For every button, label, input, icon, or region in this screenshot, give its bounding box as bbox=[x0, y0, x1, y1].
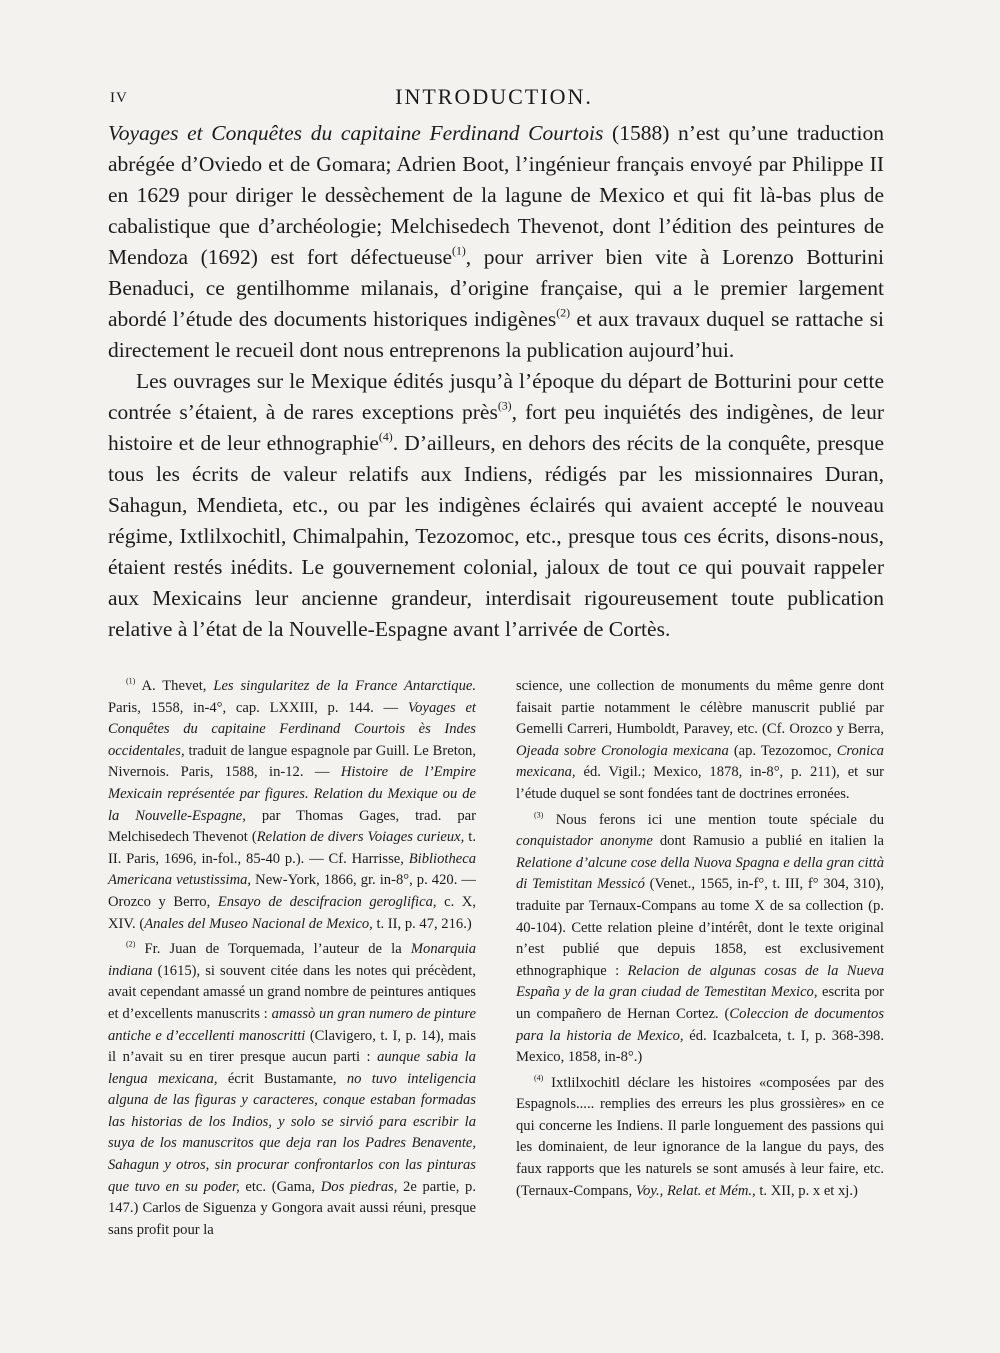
running-title: INTRODUCTION. bbox=[395, 84, 593, 109]
footnotes-left-column bbox=[108, 676, 476, 1245]
footnote-ref-3[interactable]: (3) bbox=[497, 398, 512, 413]
footnote-2: $^{(2)}$ Fr. Juan de Torquemada, l’auteur de la Monarquia indiana (1615), si souvent citée dans les notes qui précèdent, avait cependant amassé un grand nombre de peintures antiques et d’excellents manuscrits : amassò un gran numero de pinture antiche e d’eccellenti manoscritti (Clavigero, t. I, p. 14), mais il n’avait su en tirer presque aucun parti : aunque sabia la lengua mexicana, écrit Bustamante, no tuvo inteligencia alguna de las figuras y caracteres, conque estaban formadas las historias de los Indios, y solo se sirvió para escribir la suya de los manuscritos que deja ran los Padres Benavente, Sahagun y otros, sin procurar confrontarlos con las pinturas que tuvo en su poder, etc. (Gama, Dos piedras, 2e partie, p. 147.) Carlos de Siguenza y Gongora avait aussi réuni, presque sans profit pour la bbox=[108, 939, 476, 1238]
footnote-marker: (4) bbox=[534, 1073, 544, 1083]
footnote-1: $^{(1)}$ A. Thevet, Les singularitez de la France Antarctique. Paris, 1558, in-4°, cap. LXXIII, p. 144. — Voyages et Conquêtes du capitaine Ferdinand Courtois ès Indes occidentales, traduit de langue espagnole par Guill. Le Breton, Nivernois. Paris, 1588, in-12. — Histoire de l’Empire Mexicain représentée par figures. Relation du Mexique ou de la Nouvelle-Espagne, par Thomas Gages, trad. par Melchisedech Thevenot (Relation de divers Voiages curieux, t. II. Paris, 1696, in-fol., 85-40 p.). — Cf. Harrisse, Bibliotheca Americana vetustissima, New-York, 1866, gr. in-8°, p. 420. — Orozco y Berro, Ensayo de descifracion geroglifica, c. X, XIV. (Anales del Museo Nacional de Mexico, t. II, p. 47, 216.) bbox=[108, 676, 477, 932]
paragraph-1: Voyages et Conquêtes du capitaine Ferdinand Courtois (1588) n’est qu’une traduction abrégée d’Oviedo et de Gomara; Adrien Boot, l’ingénieur français envoyé par Philippe II en 1629 pour diriger le dessèchement de la lagune de Mexico et qui fit là-bas plus de cabalistique que d’archéologie; Melchisedech Thevenot, dont l’édition des peintures de Mendoza (1692) est fort défectueuse$^{(1)}$, pour arriver bien vite à Lorenzo Botturini Benaduci, ce gentilhomme milanais, d’origine française, qui a le premier largement abordé l’étude des documents historiques indigènes$^{(2)}$ et aux travaux duquel se rattache si directement le recueil dont nous entreprenons la publication aujourd’hui. bbox=[108, 121, 884, 362]
footnote-ref-4[interactable]: (4) bbox=[378, 429, 393, 444]
page-header bbox=[106, 84, 882, 112]
footnote-ref-1[interactable]: (1) bbox=[452, 243, 466, 258]
main-text bbox=[108, 118, 884, 645]
footnote-2-continued: science, une collection de monuments du même genre dont faisait partie notamment le célèbre manuscrit publié par Gemelli Carreri, Humboldt, Paravey, etc. (Cf. Orozco y Berra, Ojeada sobre Cronologia mexicana (ap. Tezozomoc, Cronica mexicana, éd. Vigil.; Mexico, 1878, in-8°, p. 211), et sur l’étude duquel se sont fondées tant de doctrines erronées. bbox=[516, 678, 884, 802]
footnote-marker: (2) bbox=[126, 939, 136, 949]
book-title: Voyages et Conquêtes du capitaine Ferdinand Courtois bbox=[108, 121, 604, 145]
footnote-marker: (1) bbox=[126, 676, 136, 686]
footnote-3: $^{(3)}$ Nous ferons ici une mention toute spéciale du conquistador anonyme dont Ramusio a publié en italien la Relatione d’alcune cose della Nuova Spagna e della gran città di Temistitan Messicó (Venet., 1565, in-f°, t. III, f° 304, 310), traduite par Ternaux-Compans au tome X de sa collection (p. 40-104). Cette relation pleine d’intérêt, dont le texte original n’est publié que depuis 1858, est exclusivement ethnographique : Relacion de algunas cosas de la Nueva España y de la gran ciudad de Temestitan Mexico, escrita por un compañero de Hernan Cortez. (Coleccion de documentos para la historia de Mexico, éd. Icazbalceta, t. I, p. 368-398. Mexico, 1858, in-8°.) bbox=[516, 810, 884, 1066]
footnote-marker: (3) bbox=[534, 810, 544, 820]
footnotes-right-column bbox=[516, 676, 884, 1245]
footnote-ref-2[interactable]: (2) bbox=[556, 305, 571, 320]
footnote-4: $^{(4)}$ Ixtlilxochitl déclare les histoires «composées par des Espagnols..... remplies des erreurs les plus grossières» en ce qui concerne les Indiens. Il parle longuement des passions qui les dominaient, de leur ignorance de la langue du pays, des faux rapports que les naturels se sont amusés à leur faire, etc. (Ternaux-Compans, Voy., Relat. et Mém., t. XII, p. x et xj.) bbox=[516, 1073, 884, 1199]
paragraph-2: Les ouvrages sur le Mexique édités jusqu’à l’époque du départ de Botturini pour cette contrée s’étaient, à de rares exceptions près$^{(3)}$, fort peu inquiétés des indigènes, de leur histoire et de leur ethnographie$^{(4)}$. D’ailleurs, en dehors des récits de la conquête, presque tous les écrits de valeur relatifs aux Indiens, rédigés par les missionnaires Duran, Sahagun, Mendieta, etc., ou par les indigènes éclairés qui avaient accepté le nouveau régime, Ixtlilxochitl, Chimalpahin, Tezozomoc, etc., presque tous ces écrits, disons-nous, étaient restés inédits. Le gouvernement colonial, jaloux de tout ce qui pouvait rappeler aux Mexicains leur ancienne grandeur, interdisait rigoureusement toute publication relative à l’état de la Nouvelle-Espagne avant l’arrivée de Cortès. bbox=[108, 369, 884, 641]
page-number: IV bbox=[110, 90, 128, 106]
footnotes bbox=[108, 676, 884, 1245]
